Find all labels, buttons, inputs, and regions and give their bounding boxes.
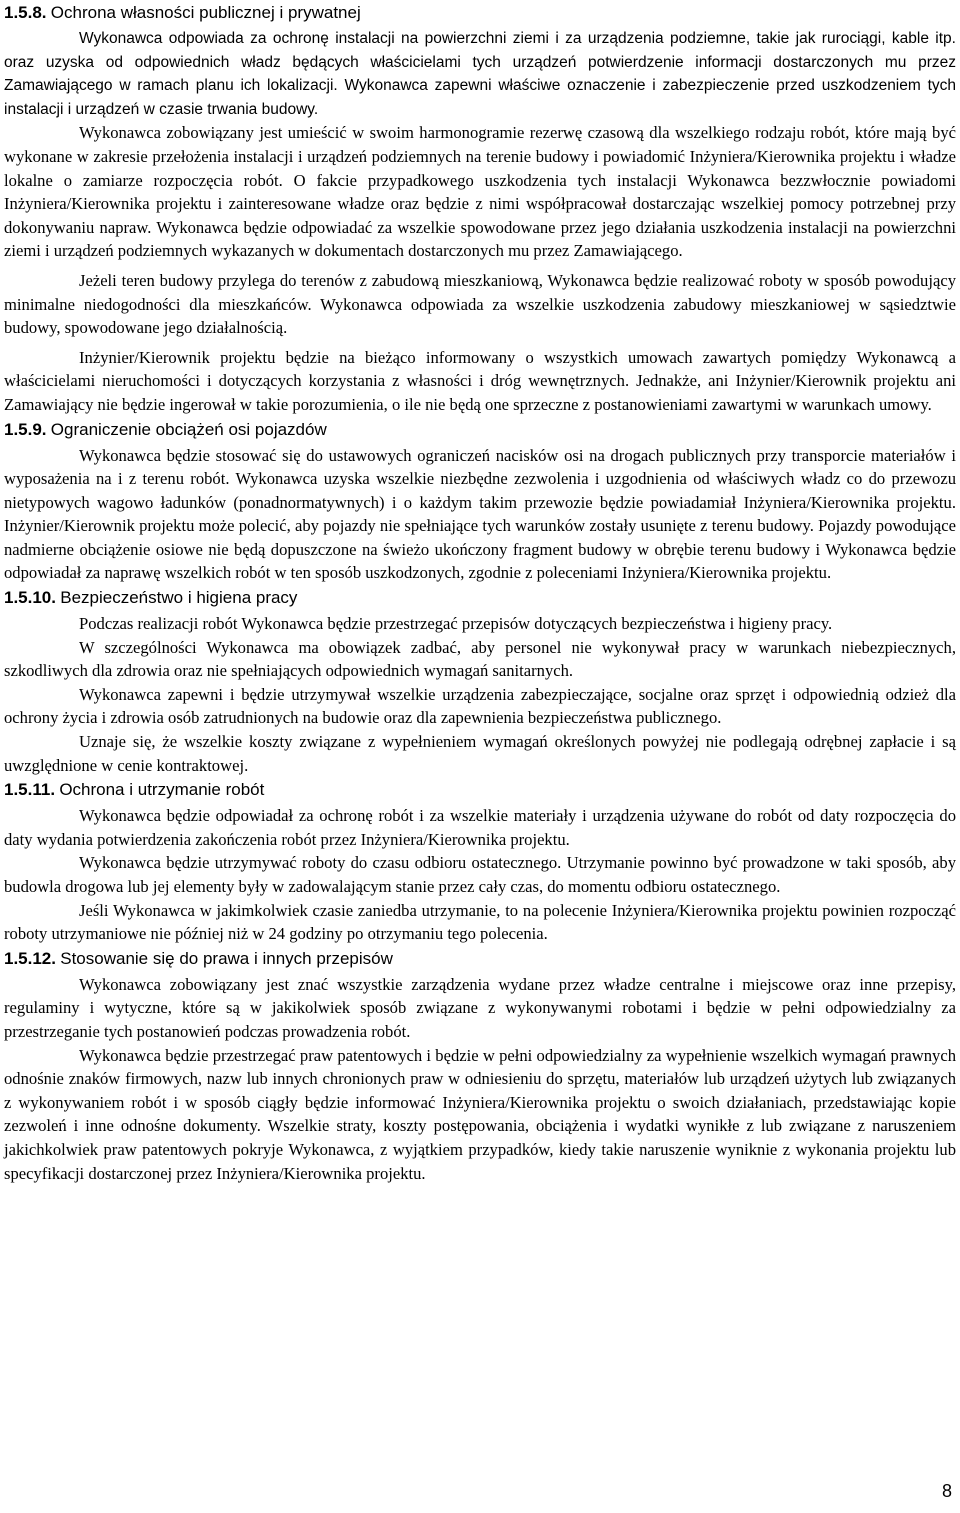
paragraph: Inżynier/Kierownik projektu będzie na bieżąco informowany o wszystkich umowach zawartych pomiędzy Wykonawcą a właścicielami nieruchomości i dotyczących korzystania z własności i dróg wewnętrznych. Jednakże, ani Inżynier/Kierownik projektu ani Zamawiający nie będzie ingerował w takie porozumienia, o ile nie będą one sprzeczne z postanowieniami zawartymi w warunkach umowy.	[4, 347, 956, 414]
paragraph: Wykonawca odpowiada za ochronę instalacji na powierzchni ziemi i za urządzenia podziemne, takie jak rurociągi, kable itp. oraz uzyska od odpowiednich władz będących właścicielami tych urządzeń potwierdzenie informacji dostarczonych mu przez Zamawiającego w ramach planu ich lokalizacji. Wykonawca zapewni właściwe oznaczenie i zabezpieczenie przed uszkodzeniem tych instalacji i urządzeń w czasie trwania budowy.	[4, 30, 956, 118]
paragraph: Wykonawca zobowiązany jest znać wszystkie zarządzenia wydane przez władze centralne i miejscowe oraz inne przepisy, regulaminy i wytyczne, które są w jakikolwiek sposób związane z wykonywanymi robotami i będzie w pełni odpowiedzialny za przestrzeganie tych postanowień podczas prowadzenia robót.	[4, 974, 956, 1041]
section-heading-1-5-8	[4, 0, 956, 27]
paragraph: W szczególności Wykonawca ma obowiązek zadbać, aby personel nie wykonywał pracy w warunkach niebezpiecznych, szkodliwych dla zdrowia oraz nie spełniających odpowiednich wymagań sanitarnych.	[4, 637, 956, 681]
section-number: 1.5.11.	[4, 780, 56, 800]
page-number: 8	[941, 1481, 952, 1501]
section-title: Ochrona i utrzymanie robót	[59, 780, 265, 800]
section-number: 1.5.8.	[4, 3, 47, 22]
paragraph: Wykonawca zobowiązany jest umieścić w swoim harmonogramie rezerwę czasową dla wszelkiego rodzaju robót, które mają być wykonane w zakresie przełożenia instalacji i urządzeń podziemnych na terenie budowy i powiadomić Inżyniera/Kierownika projektu i władze lokalne o zamiarze rozpoczęcia robót. O fakcie przypadkowego uszkodzenia tych instalacji Wykonawca bezzwłocznie powiadomi Inżyniera/Kierownika projektu i zainteresowane władze oraz będzie z nimi współpracował dostarczając wszelkiej pomocy potrzebnej przy dokonywaniu napraw. Wykonawca będzie odpowiadać za wszelkie spowodowane przez jego działania uszkodzenia instalacji na powierzchni ziemi i urządzeń podziemnych wykazanych w dokumentach dostarczonych mu przez Zamawiającego.	[4, 123, 956, 261]
section-title: Ograniczenie obciążeń osi pojazdów	[50, 419, 327, 439]
section-heading-1-5-12	[4, 946, 956, 973]
paragraph: Podczas realizacji robót Wykonawca będzie przestrzegać przepisów dotyczących bezpieczeństwa i higieny pracy.	[79, 614, 833, 634]
paragraph: Uznaje się, że wszelkie koszty związane z wypełnieniem wymagań określonych powyżej nie podlegają odrębnej zapłacie i są uwzględnione w cenie kontraktowej.	[4, 732, 956, 775]
section-heading-1-5-11	[4, 777, 956, 804]
section-title: Stosowanie się do prawa i innych przepisów	[60, 948, 393, 968]
section-number: 1.5.10.	[4, 588, 56, 608]
paragraph: Wykonawca będzie odpowiadał za ochronę robót i za wszelkie materiały i urządzenia używane do robót od daty rozpoczęcia do daty wydania potwierdzenia zakończenia robót przez Inżyniera/Kierownika projektu.	[4, 806, 956, 849]
section-number: 1.5.12.	[4, 948, 56, 968]
paragraph: Wykonawca zapewni i będzie utrzymywał wszelkie urządzenia zabezpieczające, socjalne oraz sprzęt i odpowiednią odzież dla ochrony życia i zdrowia osób zatrudnionych na budowie oraz dla zapewnienia bezpieczeństwa publicznego.	[4, 684, 956, 728]
section-number: 1.5.9.	[4, 419, 47, 439]
section-title: Ochrona własności publicznej i prywatnej	[50, 3, 361, 22]
section-heading-1-5-9	[4, 417, 956, 444]
paragraph: Jeśli Wykonawca w jakimkolwiek czasie zaniedba utrzymanie, to na polecenie Inżyniera/Kierownika projektu powinien rozpocząć roboty utrzymaniowe nie później niż w 24 godziny po otrzymaniu tego polecenia.	[4, 900, 956, 944]
section-title: Bezpieczeństwo i higiena pracy	[60, 588, 298, 608]
paragraph: Wykonawca będzie stosować się do ustawowych ograniczeń nacisków osi na drogach publicznych przy transporcie materiałów i wyposażenia na i z terenu robót. Wykonawca uzyska wszelkie niezbędne zezwolenia i uzgodnienia od właściwych władz co do przewozu nietypowych wagowo ładunków (ponadnormatywnych) i o każdym takim przewozie będzie powiadamiał Inżyniera/Kierownika projektu. Inżynier/Kierownik projektu może polecić, aby pojazdy nie spełniające tych warunków zostały usunięte z terenu budowy. Pojazdy powodujące nadmierne obciążenie osiowe nie będą dopuszczone na świeżo ukończony fragment budowy w obrębie terenu budowy i Wykonawca będzie odpowiadał za naprawę wszelkich robót w ten sposób uszkodzonych, zgodnie z poleceniami Inżyniera/Kierownika projektu.	[4, 445, 956, 583]
document-page	[4, 0, 956, 1185]
section-heading-1-5-10	[4, 585, 956, 612]
paragraph: Wykonawca będzie utrzymywać roboty do czasu odbioru ostatecznego. Utrzymanie powinno być prowadzone w taki sposób, aby budowla drogowa lub jej elementy były w zadowalającym stanie przez cały czas, do momentu odbioru ostatecznego.	[4, 853, 956, 896]
paragraph: Wykonawca będzie przestrzegać praw patentowych i będzie w pełni odpowiedzialny za wypełnienie wszelkich wymagań prawnych odnośnie znaków firmowych, nazw lub innych chronionych praw w odniesieniu do sprzętu, materiałów lub urządzeń użytych lub związanych z wykonywaniem robót i w sposób ciągły będzie informować Inżyniera/Kierownika projektu o swoich działaniach, przedstawiając kopie zezwoleń i inne odnośne dokumenty. Wszelkie straty, koszty postępowania, obciążenia i wydatki wynikłe z lub związane z naruszeniem jakichkolwiek praw patentowych pokryje Wykonawca, z wyjątkiem przypadków, kiedy takie naruszenie wyniknie z wykonania projektu lub specyfikacji dostarczonej przez Inżyniera/Kierownika projektu.	[4, 1045, 956, 1183]
paragraph: Jeżeli teren budowy przylega do terenów z zabudową mieszkaniową, Wykonawca będzie realizować roboty w sposób powodujący minimalne niedogodności dla mieszkańców. Wykonawca odpowiada za wszelkie uszkodzenia zabudowy mieszkaniowej w sąsiedztwie budowy, spowodowane jego działalnością.	[4, 270, 956, 338]
